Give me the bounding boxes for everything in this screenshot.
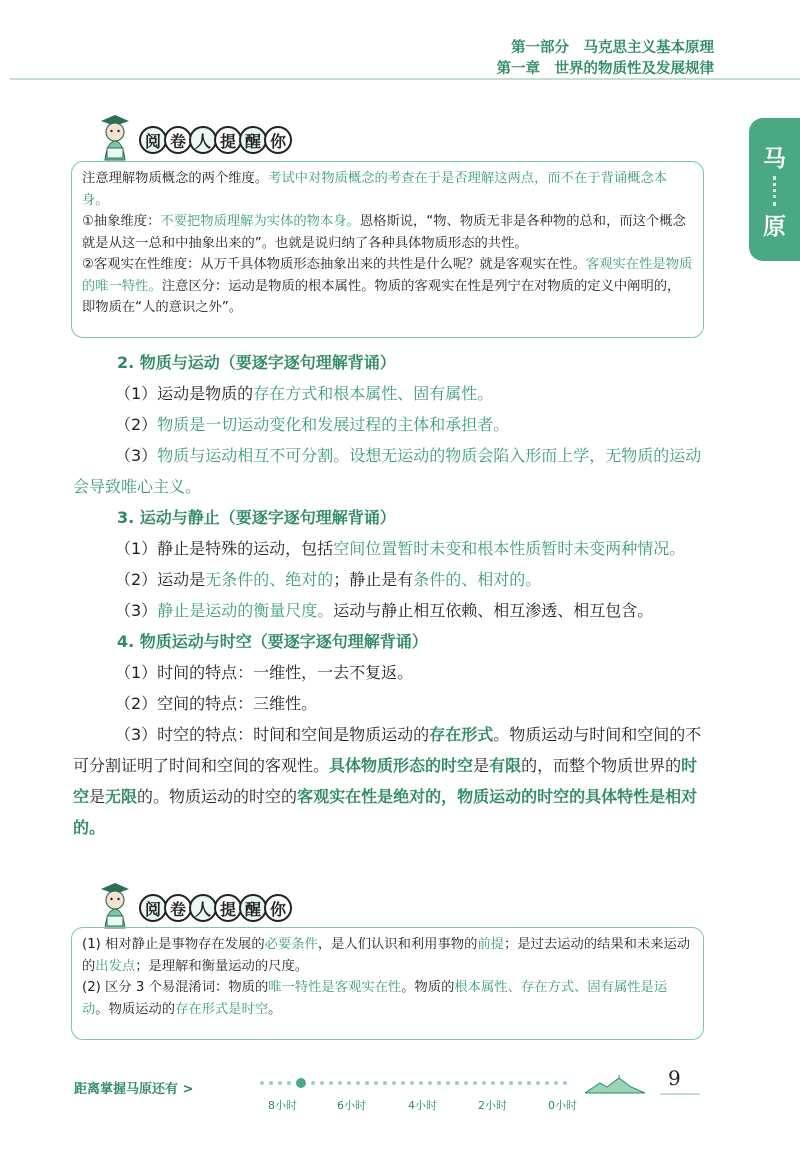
reminder-char: 提 (214, 126, 242, 154)
timeline-dot (554, 1081, 558, 1085)
timeline-dot (287, 1081, 291, 1085)
chapter-title: 第一章 世界的物质性及发展规律 (496, 61, 714, 77)
tick-label: 4小时 (408, 1099, 437, 1112)
timeline-dot (320, 1081, 324, 1085)
scholar-mascot-icon (93, 112, 137, 162)
highlight: 存在形式是时空 (175, 1001, 269, 1017)
highlight: 物质是一切运动变化和发展过程的主体和承担者。 (157, 415, 510, 434)
paragraph (73, 595, 709, 626)
text: 的，而整个物质世界的 (521, 756, 682, 775)
text: 。 (268, 1001, 282, 1017)
scholar-mascot-icon (93, 880, 137, 930)
reminder-char: 你 (264, 894, 292, 922)
timeline-dot (536, 1081, 540, 1085)
text: ；静止是有 (333, 570, 414, 589)
highlight: 条件的、相对的。 (413, 570, 542, 589)
page-number-underline (660, 1093, 700, 1095)
highlight: 无条件的、绝对的 (205, 570, 334, 589)
highlight: 不要把物质理解为实体的物本身。 (160, 214, 360, 229)
text: 。物质运动与时间和空间的不可分割证明了时间和空间的客观性。 (73, 725, 702, 775)
reminder-char: 你 (264, 126, 292, 154)
reminder-char: 卷 (164, 894, 192, 922)
text: （2）运动是 (115, 570, 206, 589)
reminder-header (93, 880, 343, 930)
reminder-char: 人 (189, 894, 217, 922)
timeline-dot (428, 1081, 432, 1085)
timeline-dot (500, 1081, 504, 1085)
reminder-box-1 (71, 161, 704, 338)
timeline-dot (482, 1081, 486, 1085)
text: 的。物质运动的时空的 (137, 787, 298, 806)
text: 。物质运动的 (95, 1001, 176, 1017)
highlight: 空间位置暂时未变和根本性质暂时未变两种情况。 (333, 539, 686, 558)
timeline-dot (329, 1081, 333, 1085)
paragraph (73, 719, 709, 843)
text: ①抽象维度： (82, 214, 161, 229)
timeline-dot (383, 1081, 387, 1085)
paragraph (73, 378, 709, 409)
reminder-title (139, 126, 289, 154)
highlight: 有限 (489, 756, 522, 775)
timeline-current-dot (296, 1078, 306, 1088)
highlight: 时空 (441, 756, 474, 775)
tick-label: 2小时 (478, 1099, 507, 1112)
timeline-dot (473, 1081, 477, 1085)
side-tab-top: 马 (763, 146, 786, 172)
timeline-dot (464, 1081, 468, 1085)
highlight: 考试中对物质概念的考查在于是否理解这两点，而不在于背诵概念本身。 (82, 171, 668, 208)
timeline-dot (563, 1081, 567, 1085)
highlight: 静止是运动的衡量尺度。 (157, 601, 334, 620)
text: ；是理解和衡量运动的尺度。 (135, 958, 309, 974)
highlight: 时空 (73, 756, 698, 806)
highlight: 客观实在性是物质的唯一特性。 (82, 257, 693, 294)
timeline-dot (278, 1081, 282, 1085)
timeline-dot (437, 1081, 441, 1085)
box2-line-2 (82, 977, 693, 1020)
tick-label: 8小时 (268, 1099, 297, 1112)
tick-label: 0小时 (548, 1099, 577, 1112)
timeline-dot (356, 1081, 360, 1085)
reminder-char: 人 (189, 126, 217, 154)
reminder-char: 阅 (139, 126, 167, 154)
text: （3）时空的特点：时间和空间是物质运动的 (115, 725, 430, 744)
reminder-char: 卷 (164, 126, 192, 154)
box1-line-2 (82, 211, 693, 254)
text: 。物质的 (401, 980, 455, 995)
side-tab[interactable] (749, 118, 800, 261)
text: 恩格斯说，“物、物质无非是各种物的总和，而这个概念就是从这一总和中抽象出来的”。也就是说归纳了各种具体物质形态的共性。 (82, 214, 686, 251)
highlight: 必要条件 (264, 937, 318, 952)
paragraph (73, 440, 709, 502)
section-heading: 3. 运动与静止（要逐字逐句理解背诵） (117, 508, 396, 527)
timeline-dot (455, 1081, 459, 1085)
part-title: 第一部分 马克思主义基本原理 (511, 40, 714, 56)
reminder-title (139, 894, 289, 922)
reminder-char: 提 (214, 894, 242, 922)
timeline-dot (311, 1081, 315, 1085)
box1-line-3 (82, 254, 693, 319)
reminder-char: 醒 (239, 126, 267, 154)
highlight: 存在形式 (429, 725, 494, 744)
timeline-dot (491, 1081, 495, 1085)
highlight: 无限 (105, 787, 138, 806)
reminder-char: 醒 (239, 894, 267, 922)
timeline-dot (545, 1081, 549, 1085)
text: (2) 区分 3 个易混淆词：物质的 (82, 980, 269, 995)
tick-label: 6小时 (337, 1099, 366, 1112)
highlight: 唯一特性是客观实在性 (268, 980, 402, 995)
timeline-dot (518, 1081, 522, 1085)
highlight: 根本属性、存在方式、固有属性是运动 (82, 980, 668, 1017)
text: ，是人们认识和利用事物的 (317, 937, 478, 952)
highlight: 出发点 (95, 958, 136, 974)
reminder-char: 阅 (139, 894, 167, 922)
text: ②客观实在性维度：从万千具体物质形态抽象出来的共性是什么呢？就是客观实在性。 (82, 257, 586, 272)
header-divider (10, 78, 800, 80)
text: （1）运动是物质的 (115, 384, 254, 403)
text: （3） (115, 601, 158, 620)
timeline-dot (419, 1081, 423, 1085)
section-heading: 2. 物质与运动（要逐字逐句理解背诵） (117, 353, 396, 372)
text: (1) 相对静止是事物存在发展的 (82, 937, 265, 952)
reminder-box-2 (71, 927, 704, 1040)
highlight: 物质与运动相互不可分割。设想无运动的物质会陷入形而上学，无物质的运动会导致唯心主义。 (73, 446, 702, 496)
text: 注意理解物质概念的两个维度。 (82, 171, 269, 186)
progress-label: 距离掌握马原还有 > (74, 1082, 194, 1097)
timeline-dot (446, 1081, 450, 1085)
page-number: 9 (668, 1066, 681, 1090)
timeline-dot (269, 1081, 273, 1085)
paragraph: （1）时间的特点：一维性，一去不复返。 (115, 663, 414, 682)
text: 运动与静止相互依赖、相互渗透、相互包含。 (333, 601, 654, 620)
text: ；是过去运动的结果和未来运动的 (82, 937, 691, 974)
reminder-header (93, 112, 343, 162)
text: 是 (473, 756, 490, 775)
paragraph (73, 409, 709, 440)
paragraph (73, 564, 709, 595)
progress-timeline (260, 1070, 640, 1120)
highlight: 客观实在性是绝对的，物质运动的时空的具体特性是相对的。 (73, 787, 698, 837)
timeline-dot (509, 1081, 513, 1085)
timeline-dot (410, 1081, 414, 1085)
timeline-dot (527, 1081, 531, 1085)
timeline-dot (347, 1081, 351, 1085)
paragraph: （2）空间的特点：三维性。 (115, 694, 318, 713)
timeline-dot (392, 1081, 396, 1085)
mountain-icon (585, 1075, 645, 1095)
body-content (73, 347, 709, 843)
side-tab-bottom: 原 (763, 214, 786, 240)
paragraph (73, 533, 709, 564)
text: （3） (115, 446, 158, 465)
highlight: 前提 (477, 937, 504, 952)
text: 注意区分：运动是物质的根本属性。物质的客观实在性是列宁在对物质的定义中阐明的，即物质在“人的意识之外”。 (82, 278, 681, 315)
box1-line-1 (82, 168, 693, 211)
box2-line-1 (82, 934, 693, 977)
highlight: 存在方式和根本属性、固有属性。 (253, 384, 494, 403)
text: 是 (89, 787, 106, 806)
text: （2） (115, 415, 158, 434)
timeline-dot (365, 1081, 369, 1085)
highlight: 具体物质形态的 (329, 756, 442, 775)
timeline-dot (260, 1081, 264, 1085)
timeline-dots (260, 1078, 572, 1088)
timeline-dot (338, 1081, 342, 1085)
section-heading: 4. 物质运动与时空（要逐字逐句理解背诵） (117, 632, 428, 651)
timeline-dot (401, 1081, 405, 1085)
timeline-dot (374, 1081, 378, 1085)
side-tab-dots (773, 176, 779, 206)
text: （1）静止是特殊的运动，包括 (115, 539, 334, 558)
